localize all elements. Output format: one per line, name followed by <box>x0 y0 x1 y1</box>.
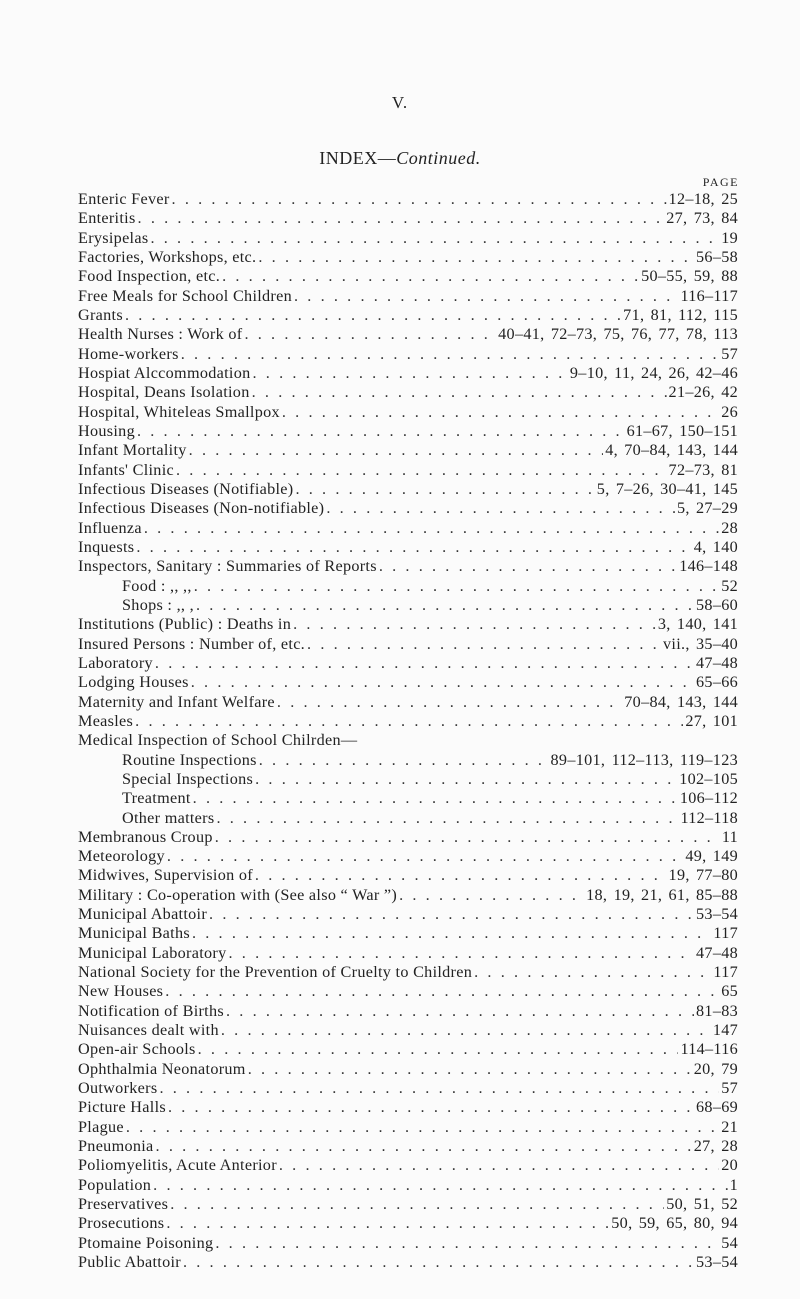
entry-pages: 57 <box>721 1079 738 1098</box>
entry-term: Influenza <box>78 518 142 537</box>
dot-leader <box>277 693 622 712</box>
entry-pages: 18, 19, 21, 61, 85–88 <box>586 885 738 904</box>
index-entry <box>78 1195 738 1214</box>
dot-leader <box>165 982 719 1001</box>
entry-pages: 9–10, 11, 24, 26, 42–46 <box>569 363 738 382</box>
dot-leader <box>192 924 711 943</box>
dot-leader <box>144 519 719 538</box>
dot-leader <box>229 944 695 963</box>
entry-term: Ophthalmia Neonatorum <box>78 1059 246 1078</box>
entry-pages: 146–148 <box>679 557 738 576</box>
entry-pages: 102–105 <box>679 769 738 788</box>
entry-term: Membranous Croup <box>78 827 213 846</box>
entry-term: Shops : ,, , <box>122 595 194 614</box>
entry-pages: 27, 101 <box>685 711 738 730</box>
entry-term: Free Meals for School Children <box>78 286 292 305</box>
index-entry <box>78 847 738 866</box>
entry-term: Grants <box>78 305 123 324</box>
dot-leader <box>293 615 656 634</box>
dot-leader <box>226 1002 694 1021</box>
entry-pages: 47–48 <box>696 653 738 672</box>
dot-leader <box>181 345 720 364</box>
entry-pages: 54 <box>721 1233 738 1252</box>
index-entry <box>78 1214 738 1233</box>
entry-term: Notification of Births <box>78 1001 224 1020</box>
dot-leader <box>255 770 677 789</box>
entry-term: Food Inspection, etc. <box>78 267 221 286</box>
entry-term: Infants' Clinic <box>78 460 174 479</box>
index-entry <box>78 982 738 1001</box>
entry-pages: 71, 81, 112, 115 <box>623 305 738 324</box>
index-entry <box>78 229 738 248</box>
index-entries <box>78 190 738 1272</box>
entry-term: Special Inspections <box>122 769 254 788</box>
index-subentry <box>78 809 738 828</box>
entry-term: Inspectors, Sanitary : Summaries of Reports <box>78 557 377 576</box>
index-entry <box>78 287 738 306</box>
entry-term: Hospital, Whiteleas Smallpox <box>78 402 280 421</box>
entry-term: Routine Inspections <box>122 750 257 769</box>
entry-term: Measles <box>78 711 134 730</box>
index-entry <box>78 383 738 402</box>
entry-pages: 72–73, 81 <box>668 460 738 479</box>
entry-pages: 50–55, 59, 88 <box>641 267 738 286</box>
entry-term: Lodging Houses <box>78 673 189 692</box>
entry-pages: 65–66 <box>696 673 738 692</box>
entry-pages: 52 <box>721 576 738 595</box>
entry-pages: 4, 70–84, 143, 144 <box>605 441 738 460</box>
entry-term: Preservatives <box>78 1195 169 1214</box>
index-entry <box>78 190 738 209</box>
entry-term: Insured Persons : Number of, etc. <box>78 634 306 653</box>
dot-leader <box>244 325 496 344</box>
index-entry <box>78 693 738 712</box>
entry-pages: 19 <box>721 228 738 247</box>
dot-leader <box>326 499 675 518</box>
dot-leader <box>258 248 694 267</box>
entry-pages: 27, 28 <box>693 1137 738 1156</box>
index-entry <box>78 267 738 286</box>
page-column-label: PAGE <box>702 175 739 189</box>
entry-pages: 4, 140 <box>693 537 738 556</box>
entry-term: Housing <box>78 421 135 440</box>
entry-term: Military : Co-operation with (See also “ War ”) <box>78 885 398 904</box>
dot-leader <box>166 1214 609 1233</box>
dot-leader <box>255 866 667 885</box>
entry-term: Nuisances dealt with <box>78 1021 219 1040</box>
index-entry <box>78 615 738 634</box>
dot-leader <box>198 1040 679 1059</box>
index-entry <box>78 403 738 422</box>
dot-leader <box>156 1137 692 1156</box>
dot-leader <box>183 1253 694 1272</box>
dot-leader <box>259 751 549 770</box>
dot-leader <box>307 635 661 654</box>
entry-pages: 40–41, 72–73, 75, 76, 77, 78, 113 <box>498 325 738 344</box>
index-entry <box>78 209 738 228</box>
entry-pages: 3, 140, 141 <box>657 615 738 634</box>
page-folio: V. <box>391 93 409 112</box>
entry-pages: 114–116 <box>680 1040 738 1059</box>
index-entry <box>78 866 738 885</box>
index-entry <box>78 422 738 441</box>
entry-pages: 68–69 <box>696 1098 738 1117</box>
dot-leader <box>125 306 621 325</box>
index-entry <box>78 325 738 344</box>
index-subentry <box>78 751 738 770</box>
entry-pages: vii., 35–40 <box>663 634 738 653</box>
entry-pages: 5, 27–29 <box>676 499 738 518</box>
dot-leader <box>126 1118 719 1137</box>
dot-leader <box>172 190 667 209</box>
index-entry <box>78 1002 738 1021</box>
entry-pages: 49, 149 <box>685 847 738 866</box>
dot-leader <box>167 847 683 866</box>
index-entry <box>78 1234 738 1253</box>
entry-pages: 106–112 <box>679 789 738 808</box>
dot-leader <box>168 1098 694 1117</box>
dot-leader <box>150 229 719 248</box>
index-entry <box>78 654 738 673</box>
index-entry <box>78 712 738 731</box>
entry-pages: 56–58 <box>696 247 738 266</box>
dot-leader <box>155 654 694 673</box>
entry-pages: 21–26, 42 <box>668 383 738 402</box>
dot-leader <box>379 557 677 576</box>
index-entry <box>78 345 738 364</box>
index-subentry <box>78 770 738 789</box>
index-title <box>0 148 800 169</box>
dot-leader <box>215 828 720 847</box>
entry-term: Infectious Diseases (Notifiable) <box>78 479 294 498</box>
index-entry <box>78 480 738 499</box>
dot-leader <box>138 209 665 228</box>
entry-term: Institutions (Public) : Deaths in <box>78 615 292 634</box>
index-entry <box>78 924 738 943</box>
dot-leader <box>189 441 604 460</box>
index-heading <box>78 731 738 750</box>
entry-term: Medical Inspection of School Chilrden— <box>78 731 358 750</box>
entry-pages: 5, 7–26, 30–41, 145 <box>596 479 738 498</box>
entry-term: Municipal Baths <box>78 924 190 943</box>
entry-pages: 1 <box>729 1175 738 1194</box>
entry-term: New Houses <box>78 982 164 1001</box>
entry-pages: 50, 51, 52 <box>666 1195 738 1214</box>
entry-pages: 50, 59, 65, 80, 94 <box>611 1214 738 1233</box>
entry-term: Hospiat Alccommodation <box>78 363 251 382</box>
index-entry <box>78 1021 738 1040</box>
index-entry <box>78 1079 738 1098</box>
entry-term: Pneumonia <box>78 1137 154 1156</box>
index-entry <box>78 1156 738 1175</box>
index-title-main: INDEX— <box>319 148 397 168</box>
entry-term: Other matters <box>122 808 215 827</box>
entry-pages: 26 <box>721 402 738 421</box>
entry-pages: 81–83 <box>696 1001 738 1020</box>
entry-term: Outworkers <box>78 1079 158 1098</box>
index-entry <box>78 886 738 905</box>
entry-pages: 12–18, 25 <box>668 190 738 208</box>
entry-term: Municipal Laboratory <box>78 943 227 962</box>
entry-term: Laboratory <box>78 653 153 672</box>
entry-pages: 61–67, 150–151 <box>626 421 738 440</box>
entry-pages: 27, 73, 84 <box>666 209 738 228</box>
entry-pages: 21 <box>721 1117 738 1136</box>
dot-leader <box>222 267 639 286</box>
entry-term: Municipal Abattoir <box>78 905 208 924</box>
entry-pages: 20, 79 <box>693 1059 738 1078</box>
dot-leader <box>176 461 667 480</box>
dot-leader <box>399 886 584 905</box>
dot-leader <box>253 364 568 383</box>
index-entry <box>78 1253 738 1272</box>
entry-pages: 147 <box>712 1021 738 1040</box>
entry-term: Picture Halls <box>78 1098 166 1117</box>
index-entry <box>78 1176 738 1195</box>
entry-pages: 11 <box>721 827 738 846</box>
entry-pages: 117 <box>713 924 738 943</box>
entry-term: Midwives, Supervision of <box>78 866 253 885</box>
entry-term: Poliomyelitis, Acute Anterior <box>78 1156 277 1175</box>
index-entry <box>78 538 738 557</box>
dot-leader <box>193 789 678 808</box>
entry-pages: 19, 77–80 <box>668 866 738 885</box>
dot-leader <box>248 1060 692 1079</box>
index-entry <box>78 1118 738 1137</box>
entry-pages: 58–60 <box>696 595 738 614</box>
index-title-continued: Continued. <box>396 148 481 168</box>
index-entry <box>78 1098 738 1117</box>
entry-pages: 47–48 <box>696 943 738 962</box>
dot-leader <box>209 905 694 924</box>
entry-term: Maternity and Infant Welfare <box>78 692 275 711</box>
dot-leader <box>215 1234 719 1253</box>
dot-leader <box>191 673 694 692</box>
index-entry <box>78 248 738 267</box>
dot-leader <box>137 422 625 441</box>
index-entry <box>78 499 738 518</box>
entry-term: Meteorology <box>78 847 165 866</box>
dot-leader <box>295 480 594 499</box>
index-entry <box>78 828 738 847</box>
dot-leader <box>136 538 691 557</box>
entry-pages: 70–84, 143, 144 <box>624 692 738 711</box>
entry-pages: 116–117 <box>680 286 738 305</box>
dot-leader <box>221 1021 711 1040</box>
entry-term: Plague <box>78 1117 124 1136</box>
entry-term: Ptomaine Poisoning <box>78 1233 214 1252</box>
entry-term: Infectious Diseases (Non-notifiable) <box>78 499 325 518</box>
entry-pages: 89–101, 112–113, 119–123 <box>550 750 738 769</box>
entry-pages: 53–54 <box>696 905 738 924</box>
entry-pages: 112–118 <box>680 808 738 827</box>
index-entry <box>78 441 738 460</box>
entry-term: Treatment <box>122 789 191 808</box>
index-entry <box>78 1060 738 1079</box>
entry-term: Prosecutions <box>78 1214 165 1233</box>
entry-term: Infant Mortality <box>78 441 187 460</box>
index-entry <box>78 1137 738 1156</box>
entry-pages: 65 <box>721 982 738 1001</box>
entry-term: Population <box>78 1175 152 1194</box>
index-subentry <box>78 789 738 808</box>
dot-leader <box>196 596 694 615</box>
entry-term: Open-air Schools <box>78 1040 196 1059</box>
index-subentry <box>78 596 738 615</box>
entry-term: Public Abattoir <box>78 1253 181 1272</box>
dot-leader <box>294 287 678 306</box>
dot-leader <box>159 1079 719 1098</box>
index-entry <box>78 364 738 383</box>
entry-term: Food : ,, ,, <box>122 576 192 595</box>
entry-term: Hospital, Deans Isolation <box>78 383 250 402</box>
index-entry <box>78 635 738 654</box>
dot-leader <box>170 1195 664 1214</box>
index-entry <box>78 461 738 480</box>
entry-pages: 28 <box>721 518 738 537</box>
entry-term: Inquests <box>78 537 135 556</box>
index-entry <box>78 557 738 576</box>
entry-pages: 20 <box>721 1156 738 1175</box>
index-entry <box>78 306 738 325</box>
entry-term: Enteritis <box>78 209 136 228</box>
dot-leader <box>282 403 719 422</box>
dot-leader <box>279 1156 719 1175</box>
entry-term: Factories, Workshops, etc. <box>78 247 257 266</box>
index-entry <box>78 944 738 963</box>
entry-term: Health Nurses : Work of <box>78 325 243 344</box>
entry-pages: 53–54 <box>696 1253 738 1272</box>
index-entry <box>78 673 738 692</box>
dot-leader <box>474 963 711 982</box>
dot-leader <box>216 809 678 828</box>
entry-term: Enteric Fever <box>78 190 170 208</box>
index-subentry <box>78 577 738 596</box>
dot-leader <box>135 712 683 731</box>
entry-pages: 57 <box>721 344 738 363</box>
dot-leader <box>153 1176 727 1195</box>
entry-term: National Society for the Prevention of Cruelty to Children <box>78 963 473 982</box>
index-entry <box>78 1040 738 1059</box>
index-entry <box>78 963 738 982</box>
entry-term: Home-workers <box>78 344 179 363</box>
dot-leader <box>252 383 667 402</box>
entry-pages: 117 <box>713 963 738 982</box>
dot-leader <box>194 577 719 596</box>
index-entry <box>78 905 738 924</box>
entry-term: Erysipelas <box>78 228 149 247</box>
index-entry <box>78 519 738 538</box>
